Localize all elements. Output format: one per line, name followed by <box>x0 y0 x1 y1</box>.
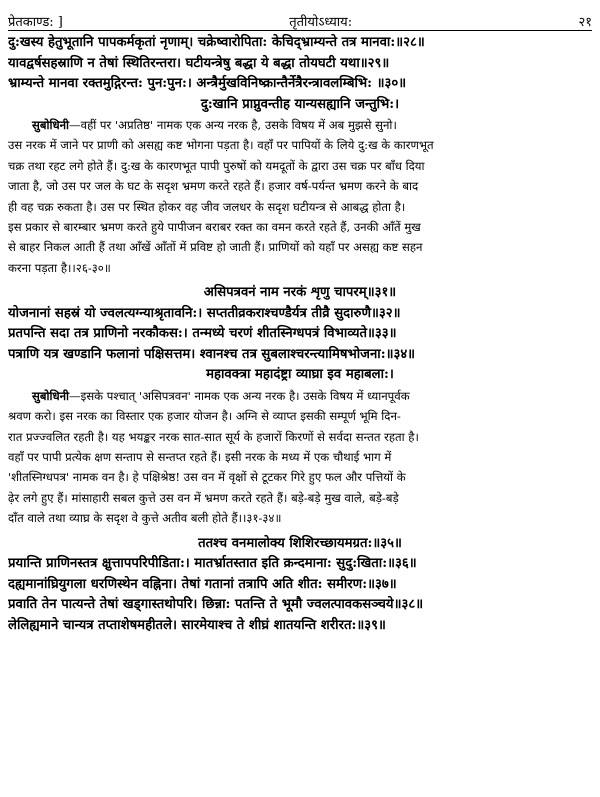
header-chapter: तृतीयोऽध्याय: <box>289 15 353 30</box>
commentary-line: ही वह चक्र रुकता है। उस पर स्थित होकर वह जीव जलधर के सदृश घटीयन्त्र से आबद्ध होता है। <box>8 199 406 214</box>
verse-33: प्रतपन्ति सदा तत्र प्राणिनो नरकौकस:। तन्मध्ये चरणं शीतस्निग्धपत्रं विभाव्यते॥३३॥ <box>8 326 397 342</box>
commentary-line: रात प्रज्ज्वलित रहती है। यह भयङ्कर नरक सात-सात सूर्य के हजारों किरणों से सर्वदा सन्तत रहता है। <box>8 429 419 444</box>
commentary-line: जाता है, जो उस पर जल के घट के सदृश भ्रमण करते रहते हैं। हजार वर्ष-पर्यन्त भ्रमण करने के बाद <box>8 179 419 194</box>
verse-block-28-30 <box>8 33 592 115</box>
commentary-line: —इसके पश्चात् 'असिपत्रवन' नामक एक अन्य नरक है। उसके विषय में ध्यानपूर्वक <box>69 388 410 403</box>
commentary-label: सुबोधिनी <box>32 118 70 132</box>
commentary-line: चक्र तथा रहट लगे होते हैं। दु:ख के कारणभूत पापी पुरुषों को यमदूतों के द्वारा उस चक्र पर बाँध दिया <box>8 158 425 173</box>
commentary-line: ढ़ेर लगे हुए हैं। मांसाहारी सबल कुत्ते उस वन में भ्रमण करते रहते हैं। बड़े-बड़े मुख वाले, बड़े-बड़े <box>8 490 399 505</box>
page-number: २१ <box>578 15 592 30</box>
verse-30: भ्राम्यन्ते मानवा रक्तमुद्गिरन्त: पुन:पुन:। अन्त्रैर्मुखविनिष्क्रान्तैर्नेत्रैरन्त्रावलम्बिभि: ॥३०॥ <box>8 76 407 91</box>
verse-32: योजनानां सहस्रं यो ज्वलत्यग्न्याश्रृतावनि:। सप्ततीव्रकराश्चण्डैर्यत्र तीव्रै सुदारुणै॥३२॥ <box>8 305 401 321</box>
commentary-line: से बाहर निकल आती हैं तथा आँखें आँतों में प्रविष्ट हो जाती हैं। प्राणियों को यहाँ पर असह्य कष्ट सहन <box>8 240 423 255</box>
commentary-line: वहाँ पर पापी प्रत्येक क्षण सन्ताप से सन्तप्त रहते हैं। इसी नरक के मध्य में एक चौथाई भाग में <box>8 449 392 464</box>
commentary-line: उस नरक में जाने पर प्राणी को असह्य कष्ट भोगना पड़ता है। वहाँ पर पापियों के लिये दु:ख के कारणभूत <box>8 138 434 153</box>
commentary-31-34 <box>8 386 592 529</box>
verse-34: पत्राणि यत्र खण्डानि फलानां पक्षिसत्तम। श्वानश्च तत्र सुबलाश्चरन्त्यामिषभोजना:॥३४॥ <box>8 346 416 362</box>
verse-35: ततश्च वनमालोक्य शिशिरच्छायमग्रत:॥३५॥ <box>198 535 402 551</box>
verse-39: लेलिह्यमाने चान्यत्र तप्ताशेषमहीतले। सारमेयाश्च ते शीघ्रं शातयन्ति शरीरत:॥३९॥ <box>8 617 386 633</box>
verse-30-cont: दु:खानि प्राप्नुवन्तीह यान्यसह्यानि जन्तुभि:। <box>200 96 400 112</box>
commentary-line: इस प्रकार से बारम्बार भ्रमण करते हुये पापीजन बराबर रक्त का वमन करते रहते हैं, उनकी आँतें मुख <box>8 220 421 235</box>
verse-29: यावद्वर्षसहस्राणि न तेषां स्थितिरन्तरा। घटीयन्त्रेषु बद्धा ये बद्धा तोयघटी यथा॥२९॥ <box>8 55 390 71</box>
commentary-line: 'शीतस्निग्धपत्र' नामक वन है। हे पक्षिश्रेष्ठ! उस वन में वृक्षों से टूटकर गिरे हुए फल और पत्तियों के <box>8 470 406 485</box>
commentary-label: सुबोधिनी <box>32 388 70 403</box>
verse-28: दु:खस्य हेतुभूतानि पापकर्मकृतां नृणाम्। चक्रेष्वारोपिता: केचिद्भ्राम्यन्ते तत्र मानवा:॥२८॥ <box>8 35 425 50</box>
header-section: प्रेतकाण्ड: ] <box>8 15 63 30</box>
commentary-line: दाँत वाले तथा व्याघ्र के सदृश वे कुत्ते अतीव बली होते हैं।।३१-३४॥ <box>8 511 282 526</box>
verse-38: प्रवाति तेन पात्यन्ते तेषां खड्गास्तथोपरि। छिन्ना: पतन्ति ते भूमौ ज्वलत्पावकसञ्चये॥३८॥ <box>8 597 424 613</box>
commentary-line: —वहीं पर 'अप्रतिष्ठ' नामक एक अन्य नरक है, उसके विषय में अब मुझसे सुनो। <box>69 118 397 132</box>
commentary-line: करना पड़ता है।।२६-३०॥ <box>8 260 111 275</box>
verse-block-35-39 <box>8 534 592 637</box>
verse-block-31-34 <box>8 283 592 386</box>
verse-34-cont: महावक्त्रा महादंष्ट्रा व्याघ्रा इव महाबला:। <box>206 367 394 383</box>
verse-37: दह्यमानांघ्रियुगला धरणिस्थेन वह्निना। तेषां गतानां तत्रापि अति शीत: समीरण:॥३७॥ <box>8 576 397 592</box>
page <box>8 0 592 636</box>
commentary-line: श्रवण करो। इस नरक का विस्तार एक हजार योजन है। अग्नि से व्याप्त इसकी सम्पूर्ण भूमि दिन- <box>8 409 401 424</box>
verse-31: असिपत्रवनं नाम नरकं शृणु चापरम्॥३१॥ <box>203 285 397 301</box>
running-header <box>8 0 592 31</box>
commentary-26-30 <box>8 115 592 278</box>
verse-36: प्रयान्ति प्राणिनस्तत्र क्षुत्तापपरिपीडिता:। मातर्भ्रातस्तात इति क्रन्दमाना: सुदु:खिता:॥३६॥ <box>8 556 417 572</box>
